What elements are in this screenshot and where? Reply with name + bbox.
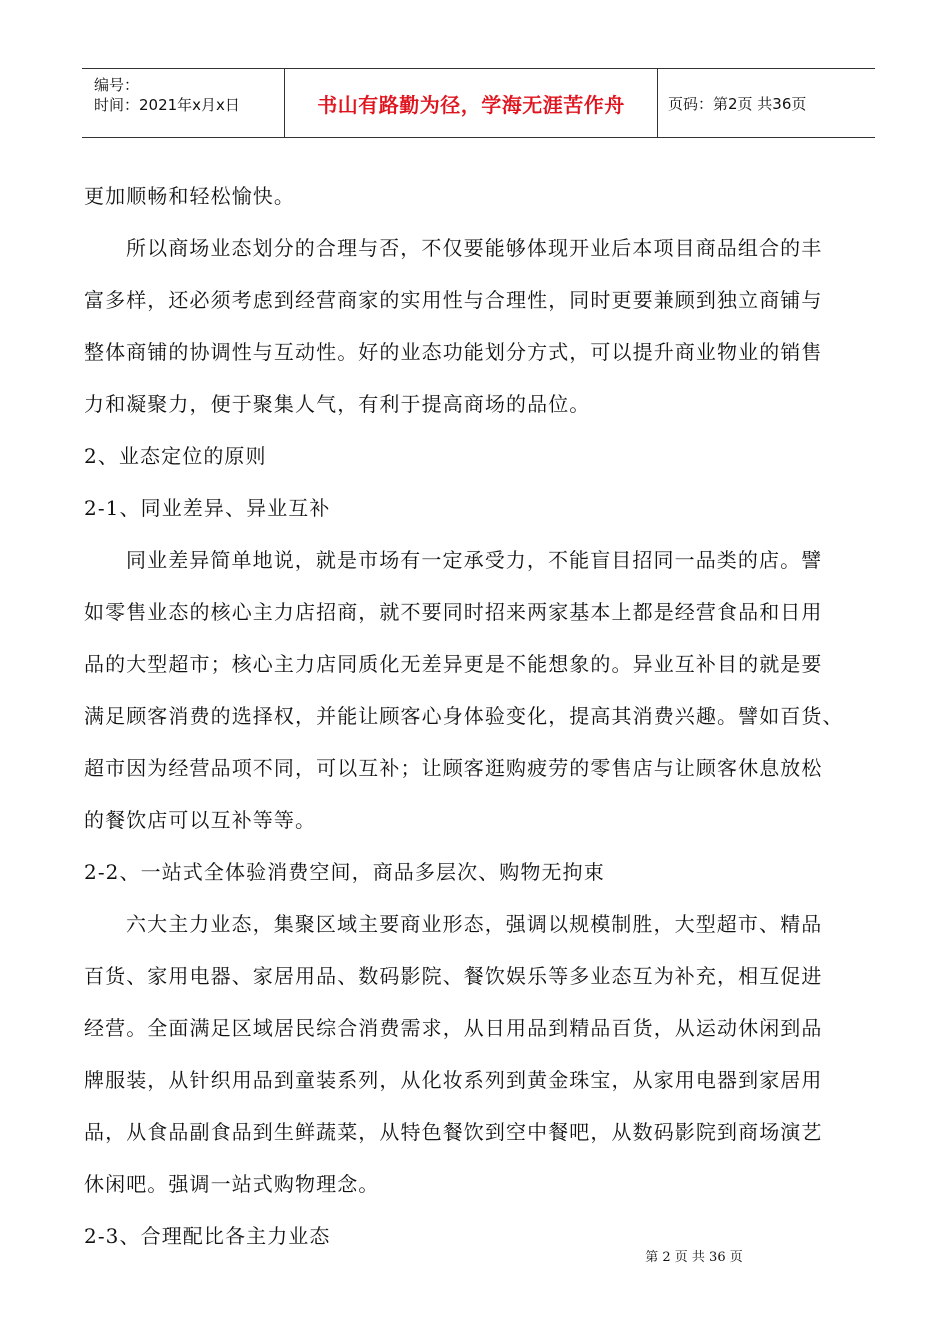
body-line: 富多样，还必须考虑到经营商家的实用性与合理性，同时更要兼顾到独立商铺与 [84,288,823,312]
subsection-heading: 2-2、一站式全体验消费空间，商品多层次、购物无拘束 [84,860,605,884]
body-line: 所以商场业态划分的合理与否，不仅要能够体现开业后本项目商品组合的丰 [126,236,823,260]
body-line: 百货、家用电器、家居用品、数码影院、餐饮娱乐等多业态互为补充，相互促进 [84,964,823,988]
body-line: 六大主力业态，集聚区域主要商业形态，强调以规模制胜，大型超市、精品 [126,912,823,936]
body-line: 品，从食品副食品到生鲜蔬菜，从特色餐饮到空中餐吧，从数码影院到商场演艺 [84,1120,823,1144]
subsection-heading: 2-3、合理配比各主力业态 [84,1224,331,1248]
document-number-label: 编号： [94,76,140,94]
body-line: 的餐饮店可以互补等等。 [84,808,317,832]
body-line: 品的大型超市；核心主力店同质化无差异更是不能想象的。异业互补目的就是要 [84,652,823,676]
body-line: 整体商铺的协调性与互动性。好的业态功能划分方式，可以提升商业物业的销售 [84,340,823,364]
header-meta [82,69,285,137]
section-heading: 2、业态定位的原则 [84,444,267,468]
body-line: 休闲吧。强调一站式购物理念。 [84,1172,380,1196]
page-header [82,68,875,138]
body-line: 如零售业态的核心主力店招商，就不要同时招来两家基本上都是经营食品和日用 [84,600,823,624]
page-footer [0,1246,950,1265]
subsection-heading: 2-1、同业差异、异业互补 [84,496,331,520]
body-line: 经营。全面满足区域居民综合消费需求，从日用品到精品百货，从运动休闲到品 [84,1016,823,1040]
body-line: 力和凝聚力，便于聚集人气，有利于提高商场的品位。 [84,392,591,416]
body-line: 同业差异简单地说，就是市场有一定承受力，不能盲目招同一品类的店。譬 [126,548,823,572]
body-line: 满足顾客消费的选择权，并能让顾客心身体验变化，提高其消费兴趣。譬如百货、 [84,704,844,728]
document-time-label: 时间：2021年x月x日 [94,96,240,114]
document-body [84,170,874,1262]
header-page-label: 页码：第2页 共36页 [668,94,807,113]
header-motto: 书山有路勤为径，学海无涯苦作舟 [285,69,658,137]
footer-page-number: 第 2 页 共 36 页 [645,1250,743,1265]
body-line: 牌服装，从针织用品到童装系列，从化妆系列到黄金珠宝，从家用电器到家居用 [84,1068,823,1092]
body-line: 超市因为经营品项不同，可以互补；让顾客逛购疲劳的零售店与让顾客休息放松 [84,756,823,780]
body-line: 更加顺畅和轻松愉快。 [84,184,295,208]
